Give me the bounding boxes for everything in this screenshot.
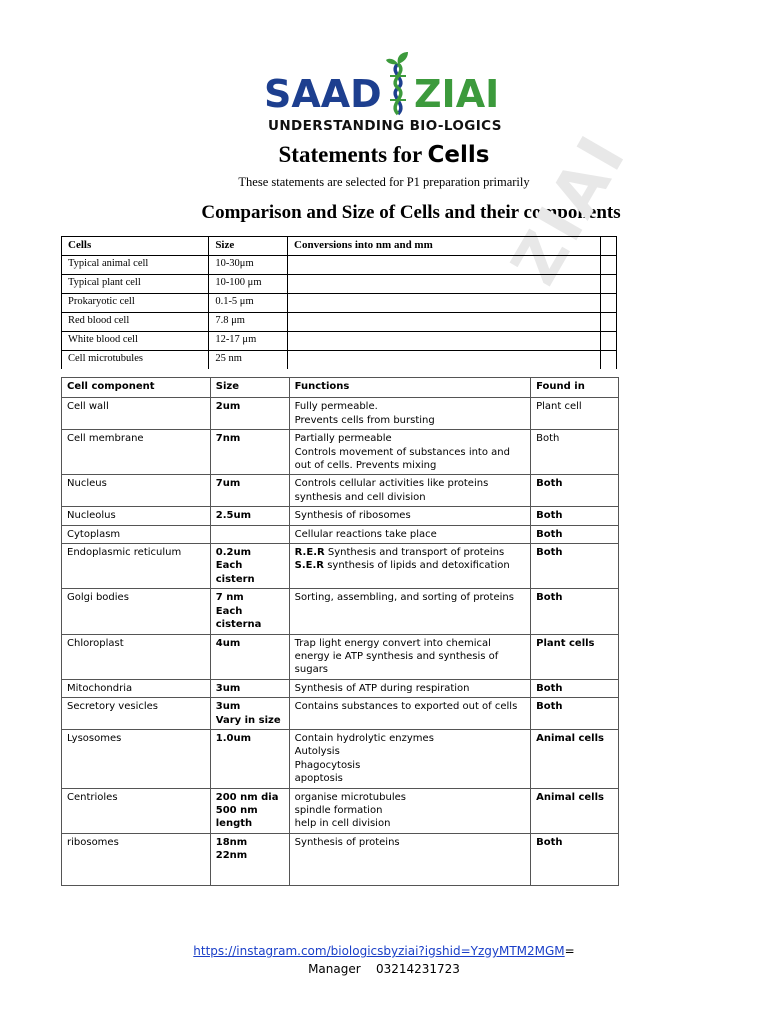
cell-conversion — [288, 332, 601, 351]
cell-conversion — [288, 351, 601, 370]
component-size: 18nm 22nm — [210, 833, 289, 885]
cell-extra — [600, 332, 616, 351]
column-header: Cell component — [62, 378, 211, 398]
component-found-in: Plant cells — [531, 634, 619, 679]
table-row — [62, 589, 619, 634]
cell-size-table — [61, 236, 617, 369]
page-subtitle: These statements are selected for P1 preparation primarily — [238, 175, 530, 189]
component-name: Cell wall — [62, 398, 211, 430]
cell-component-table — [61, 377, 619, 886]
component-size: 7nm — [210, 430, 289, 475]
component-found-in: Plant cell — [531, 398, 619, 430]
footer-contact — [0, 962, 768, 976]
cell-size: 10-30μm — [209, 256, 288, 275]
logo-word-left: SAAD — [264, 72, 382, 116]
cell-conversion — [288, 294, 601, 313]
cell-extra — [600, 351, 616, 370]
dna-leaf-icon — [378, 50, 418, 116]
table-row — [62, 430, 619, 475]
rer-label: R.E.R — [294, 547, 325, 559]
component-functions — [289, 544, 530, 589]
component-found-in: Both — [531, 475, 619, 507]
table-header-row — [62, 378, 619, 398]
component-found-in: Both — [531, 525, 619, 543]
section-heading: Comparison and Size of Cells and their components — [201, 202, 621, 223]
component-size: 7 nm Each cisterna — [210, 589, 289, 634]
table-row — [62, 313, 617, 332]
component-size: 7um — [210, 475, 289, 507]
ser-text: synthesis of lipids and detoxification — [324, 560, 510, 572]
component-name: Cell membrane — [62, 430, 211, 475]
column-header: Functions — [289, 378, 530, 398]
table-row — [62, 507, 619, 525]
component-found-in: Both — [531, 679, 619, 697]
component-name: Nucleus — [62, 475, 211, 507]
component-functions: Synthesis of ATP during respiration — [289, 679, 530, 697]
cell-type: White blood cell — [62, 332, 209, 351]
cell-size: 12-17 μm — [209, 332, 288, 351]
table-row — [62, 788, 619, 833]
component-size: 2um — [210, 398, 289, 430]
cell-extra — [600, 313, 616, 332]
table-row — [62, 332, 617, 351]
component-name: Golgi bodies — [62, 589, 211, 634]
cell-conversion — [288, 275, 601, 294]
table-header-row — [62, 237, 617, 256]
component-size: 4um — [210, 634, 289, 679]
table-row — [62, 634, 619, 679]
table-row — [62, 729, 619, 788]
column-header: Found in — [531, 378, 619, 398]
component-size: 3um Vary in size — [210, 698, 289, 730]
component-found-in: Both — [531, 544, 619, 589]
column-header: Size — [209, 237, 288, 256]
page-title — [0, 142, 768, 168]
component-functions: Trap light energy convert into chemical energy ie ATP synthesis and synthesis of sugars — [289, 634, 530, 679]
cell-extra — [600, 294, 616, 313]
table-row — [62, 698, 619, 730]
footer-link-line — [0, 944, 768, 958]
component-found-in: Both — [531, 430, 619, 475]
column-header — [600, 237, 616, 256]
component-name: Cytoplasm — [62, 525, 211, 543]
cell-size: 7.8 μm — [209, 313, 288, 332]
component-found-in: Both — [531, 698, 619, 730]
component-found-in: Animal cells — [531, 788, 619, 833]
component-name: Chloroplast — [62, 634, 211, 679]
contact-number: 03214231723 — [375, 962, 460, 976]
instagram-link[interactable]: https://instagram.com/biologicsbyziai?igshid=YzgyMTM2MGM — [193, 944, 565, 958]
component-functions: Fully permeable. Prevents cells from bursting — [289, 398, 530, 430]
table-row — [62, 833, 619, 885]
table-row — [62, 275, 617, 294]
cell-conversion — [288, 313, 601, 332]
cell-type: Red blood cell — [62, 313, 209, 332]
table-row — [62, 256, 617, 275]
component-functions: Cellular reactions take place — [289, 525, 530, 543]
component-size: 2.5um — [210, 507, 289, 525]
table-row — [62, 475, 619, 507]
component-name: Secretory vesicles — [62, 698, 211, 730]
page-title-prefix: Statements for — [278, 142, 422, 167]
column-header: Conversions into nm and mm — [288, 237, 601, 256]
cell-type: Prokaryotic cell — [62, 294, 209, 313]
component-functions: Contain hydrolytic enzymes Autolysis Phagocytosis apoptosis — [289, 729, 530, 788]
table-row — [62, 525, 619, 543]
table-row — [62, 294, 617, 313]
table-row — [62, 398, 619, 430]
brand-logo — [258, 48, 510, 138]
component-functions: organise microtubules spindle formation help in cell division — [289, 788, 530, 833]
cell-size: 25 nm — [209, 351, 288, 370]
component-size: 200 nm dia 500 nm length — [210, 788, 289, 833]
component-name: Mitochondria — [62, 679, 211, 697]
logo-word-right: ZIAI — [414, 72, 500, 116]
component-functions: Synthesis of proteins — [289, 833, 530, 885]
page-title-emphasis: Cells — [427, 142, 490, 168]
link-suffix: = — [564, 944, 575, 958]
component-size: 0.2um Each cistern — [210, 544, 289, 589]
cell-size: 10-100 μm — [209, 275, 288, 294]
component-functions: Partially permeable Controls movement of substances into and out of cells. Prevents mixing — [289, 430, 530, 475]
component-found-in: Both — [531, 507, 619, 525]
component-found-in: Both — [531, 833, 619, 885]
rer-text: Synthesis and transport of proteins — [324, 547, 505, 559]
component-size: 3um — [210, 679, 289, 697]
component-functions: Synthesis of ribosomes — [289, 507, 530, 525]
column-header: Cells — [62, 237, 209, 256]
cell-size: 0.1-5 μm — [209, 294, 288, 313]
component-name: ribosomes — [62, 833, 211, 885]
component-name: Endoplasmic reticulum — [62, 544, 211, 589]
cell-type: Typical animal cell — [62, 256, 209, 275]
component-name: Nucleolus — [62, 507, 211, 525]
watermark-text: ZIAI — [498, 121, 642, 297]
table-row — [62, 351, 617, 370]
component-name: Lysosomes — [62, 729, 211, 788]
logo-tagline: UNDERSTANDING BIO-LOGICS — [268, 118, 502, 134]
component-name: Centrioles — [62, 788, 211, 833]
component-found-in: Both — [531, 589, 619, 634]
contact-label: Manager — [308, 962, 361, 976]
column-header: Size — [210, 378, 289, 398]
table-row — [62, 679, 619, 697]
component-size: 1.0um — [210, 729, 289, 788]
component-size — [210, 525, 289, 543]
component-functions: Controls cellular activities like proteins synthesis and cell division — [289, 475, 530, 507]
cell-type: Cell microtubules — [62, 351, 209, 370]
ser-label: S.E.R — [294, 560, 325, 572]
table-row — [62, 544, 619, 589]
component-functions: Sorting, assembling, and sorting of proteins — [289, 589, 530, 634]
cell-extra — [600, 256, 616, 275]
cell-type: Typical plant cell — [62, 275, 209, 294]
component-functions: Contains substances to exported out of cells — [289, 698, 530, 730]
cell-conversion — [288, 256, 601, 275]
cell-extra — [600, 275, 616, 294]
component-found-in: Animal cells — [531, 729, 619, 788]
